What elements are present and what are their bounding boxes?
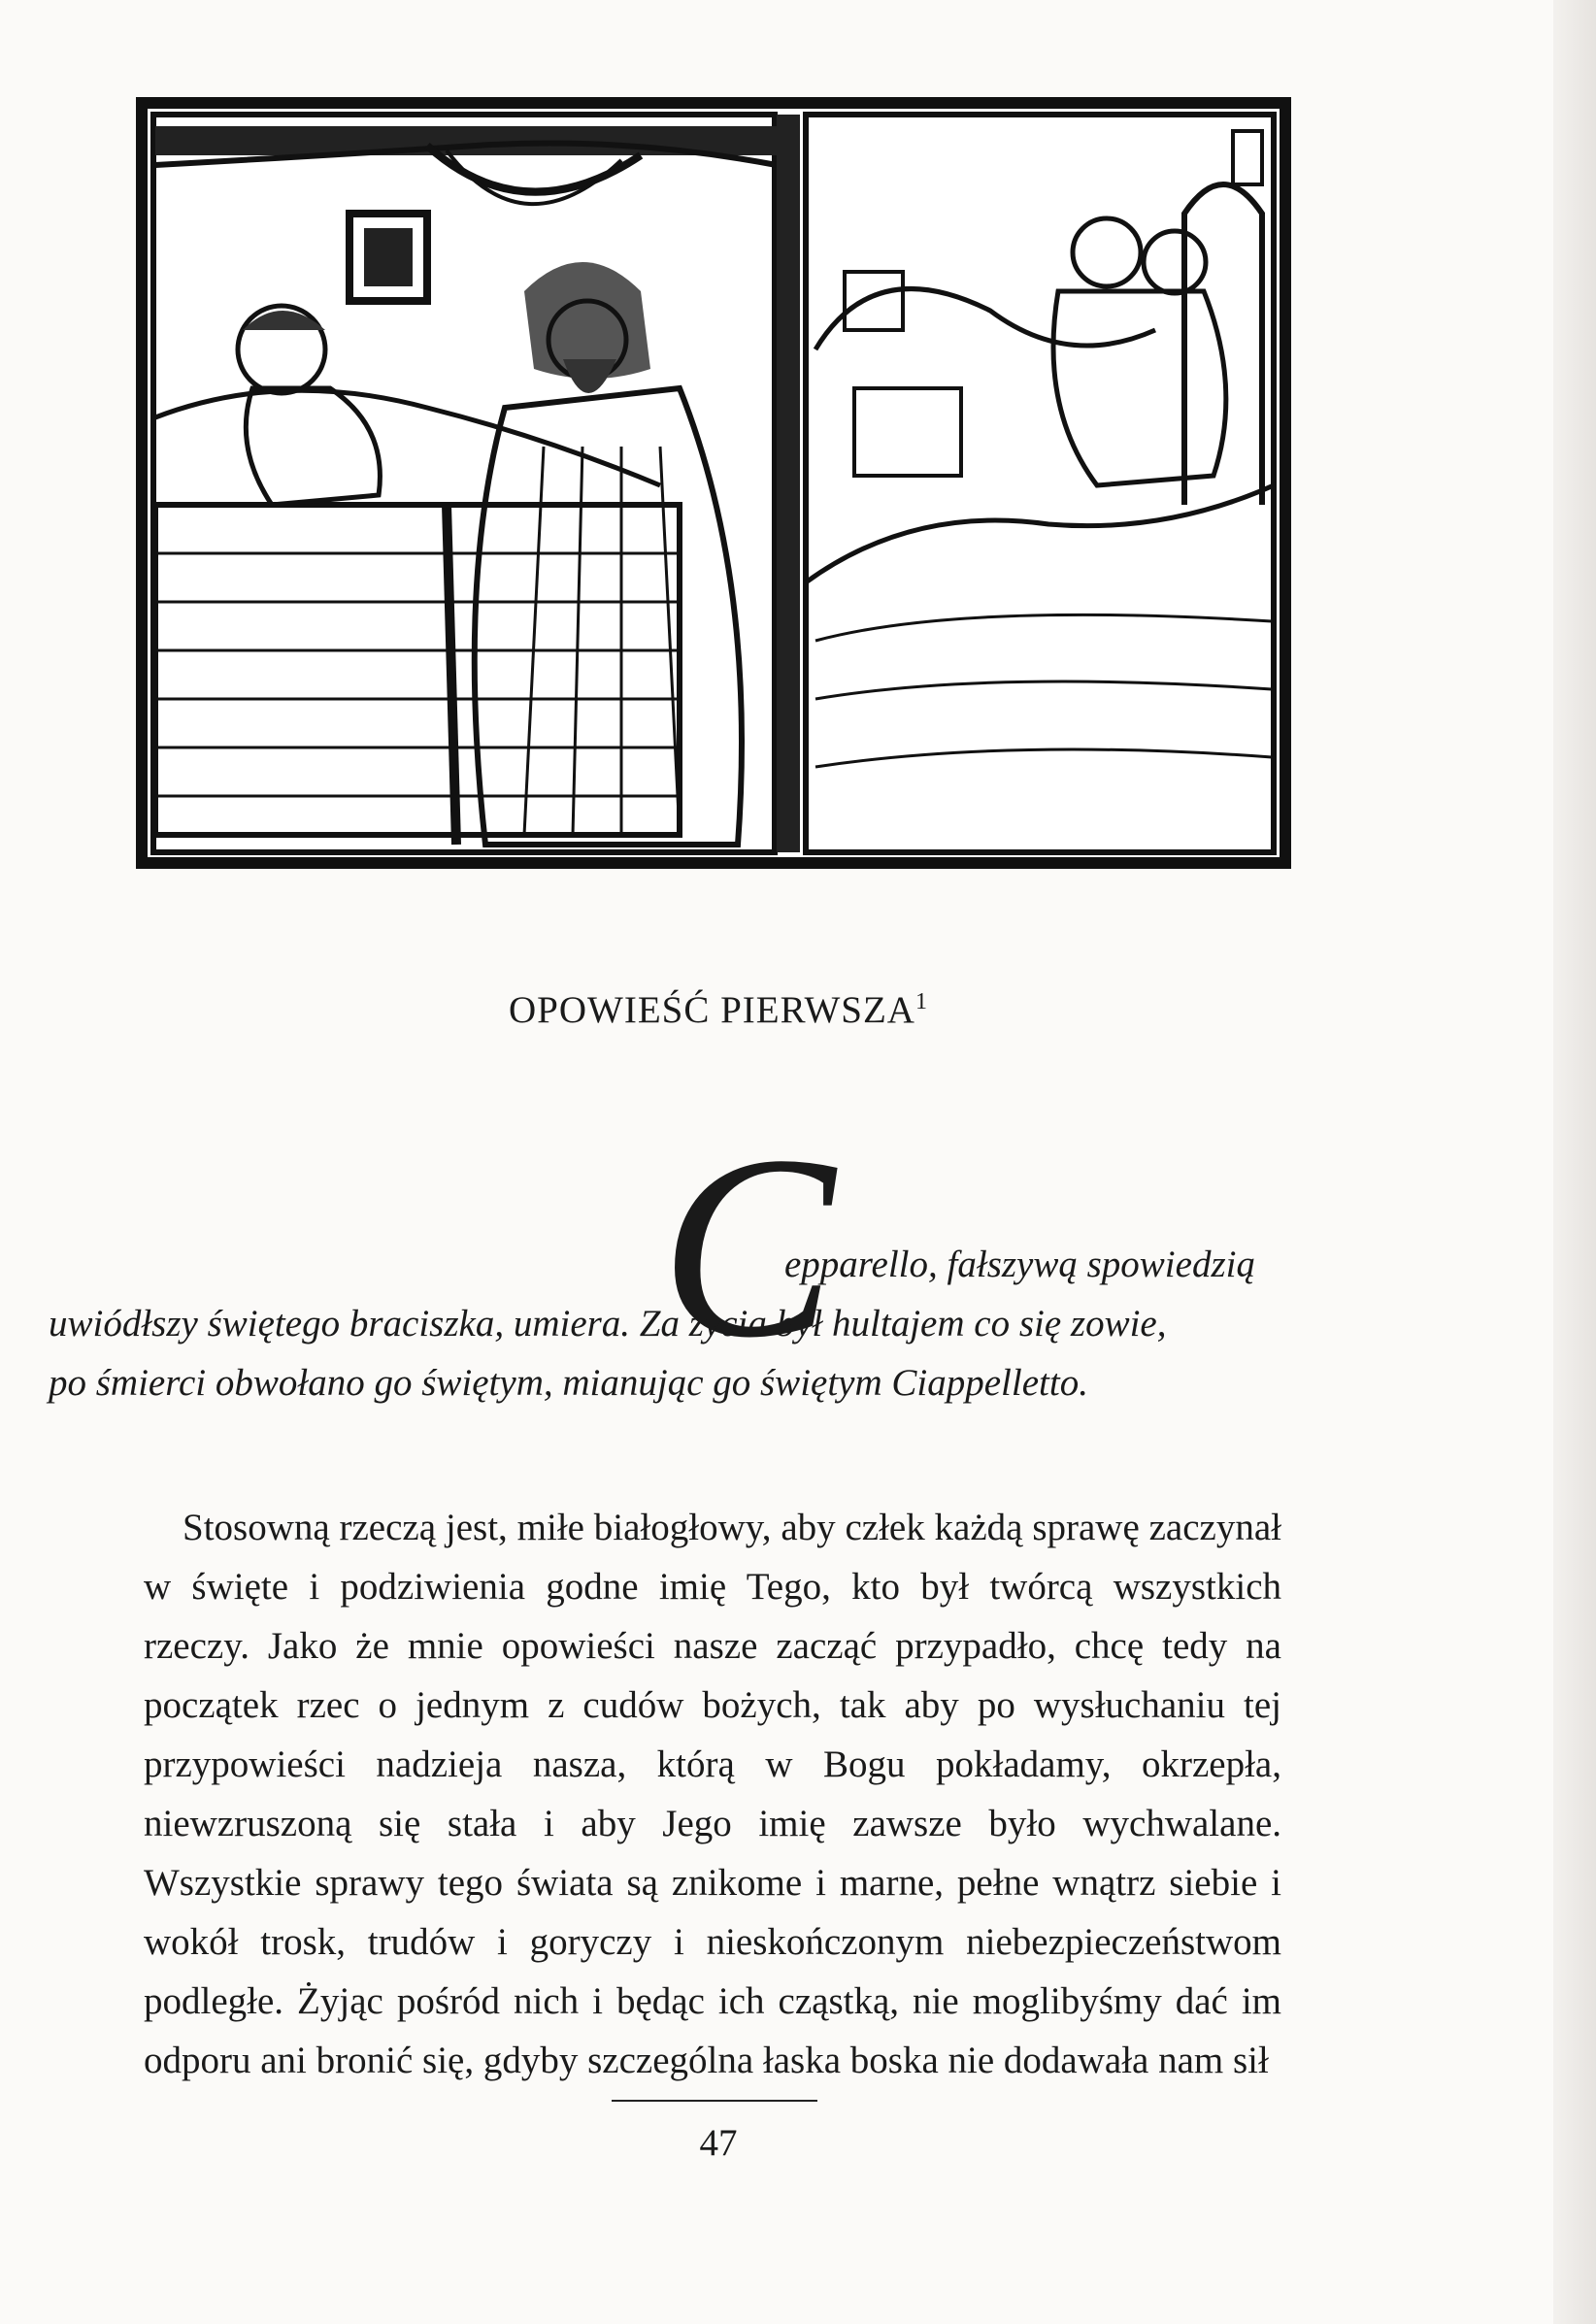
page-edge — [1553, 0, 1596, 2324]
story-heading — [0, 988, 1437, 1032]
footer-rule — [612, 2100, 817, 2102]
story-title: OPOWIEŚĆ PIERWSZA — [509, 989, 915, 1031]
drop-cap: C — [660, 1102, 836, 1392]
body-paragraph: Stosowną rzeczą jest, miłe białogłowy, aby człek każdą sprawę zaczynał w święte i podziwienia godne imię Tego, kto był twórcą wszystkich rzeczy. Jako że mnie opowieści nasze zacząć przypadło, chcę tedy na początek rzec o jednym z cudów bożych, tak aby po wysłuchaniu tej przypowieści nadzieja nasza, którą w Bogu pokładamy, okrzepła, niewzruszoną się stała i aby Jego imię zawsze było wychwalane. Wszystkie sprawy tego świata są znikome i marne, pełne wnątrz siebie i wokół trosk, trudów i goryczy i nieskończonym niebezpieczeństwom podległe. Żyjąc pośród nich i będąc ich cząstką, nie moglibyśmy dać im odporu ani bronić się, gdyby szczególna łaska boska nie dodawała nam sił — [144, 1507, 1281, 2081]
summary-line: po śmierci obwołano go świętym, mianując go świętym Ciappelletto. — [49, 1362, 1088, 1404]
summary-line: epparello, fałszywą spowiedzią — [784, 1244, 1255, 1285]
page-number: 47 — [699, 2122, 738, 2164]
woodcut-illustration — [136, 97, 1291, 869]
footnote-marker: 1 — [914, 989, 928, 1014]
summary-line: uwiódłszy świętego braciszka, umiera. Za życia był hultajem co się zowie, — [49, 1303, 1167, 1345]
